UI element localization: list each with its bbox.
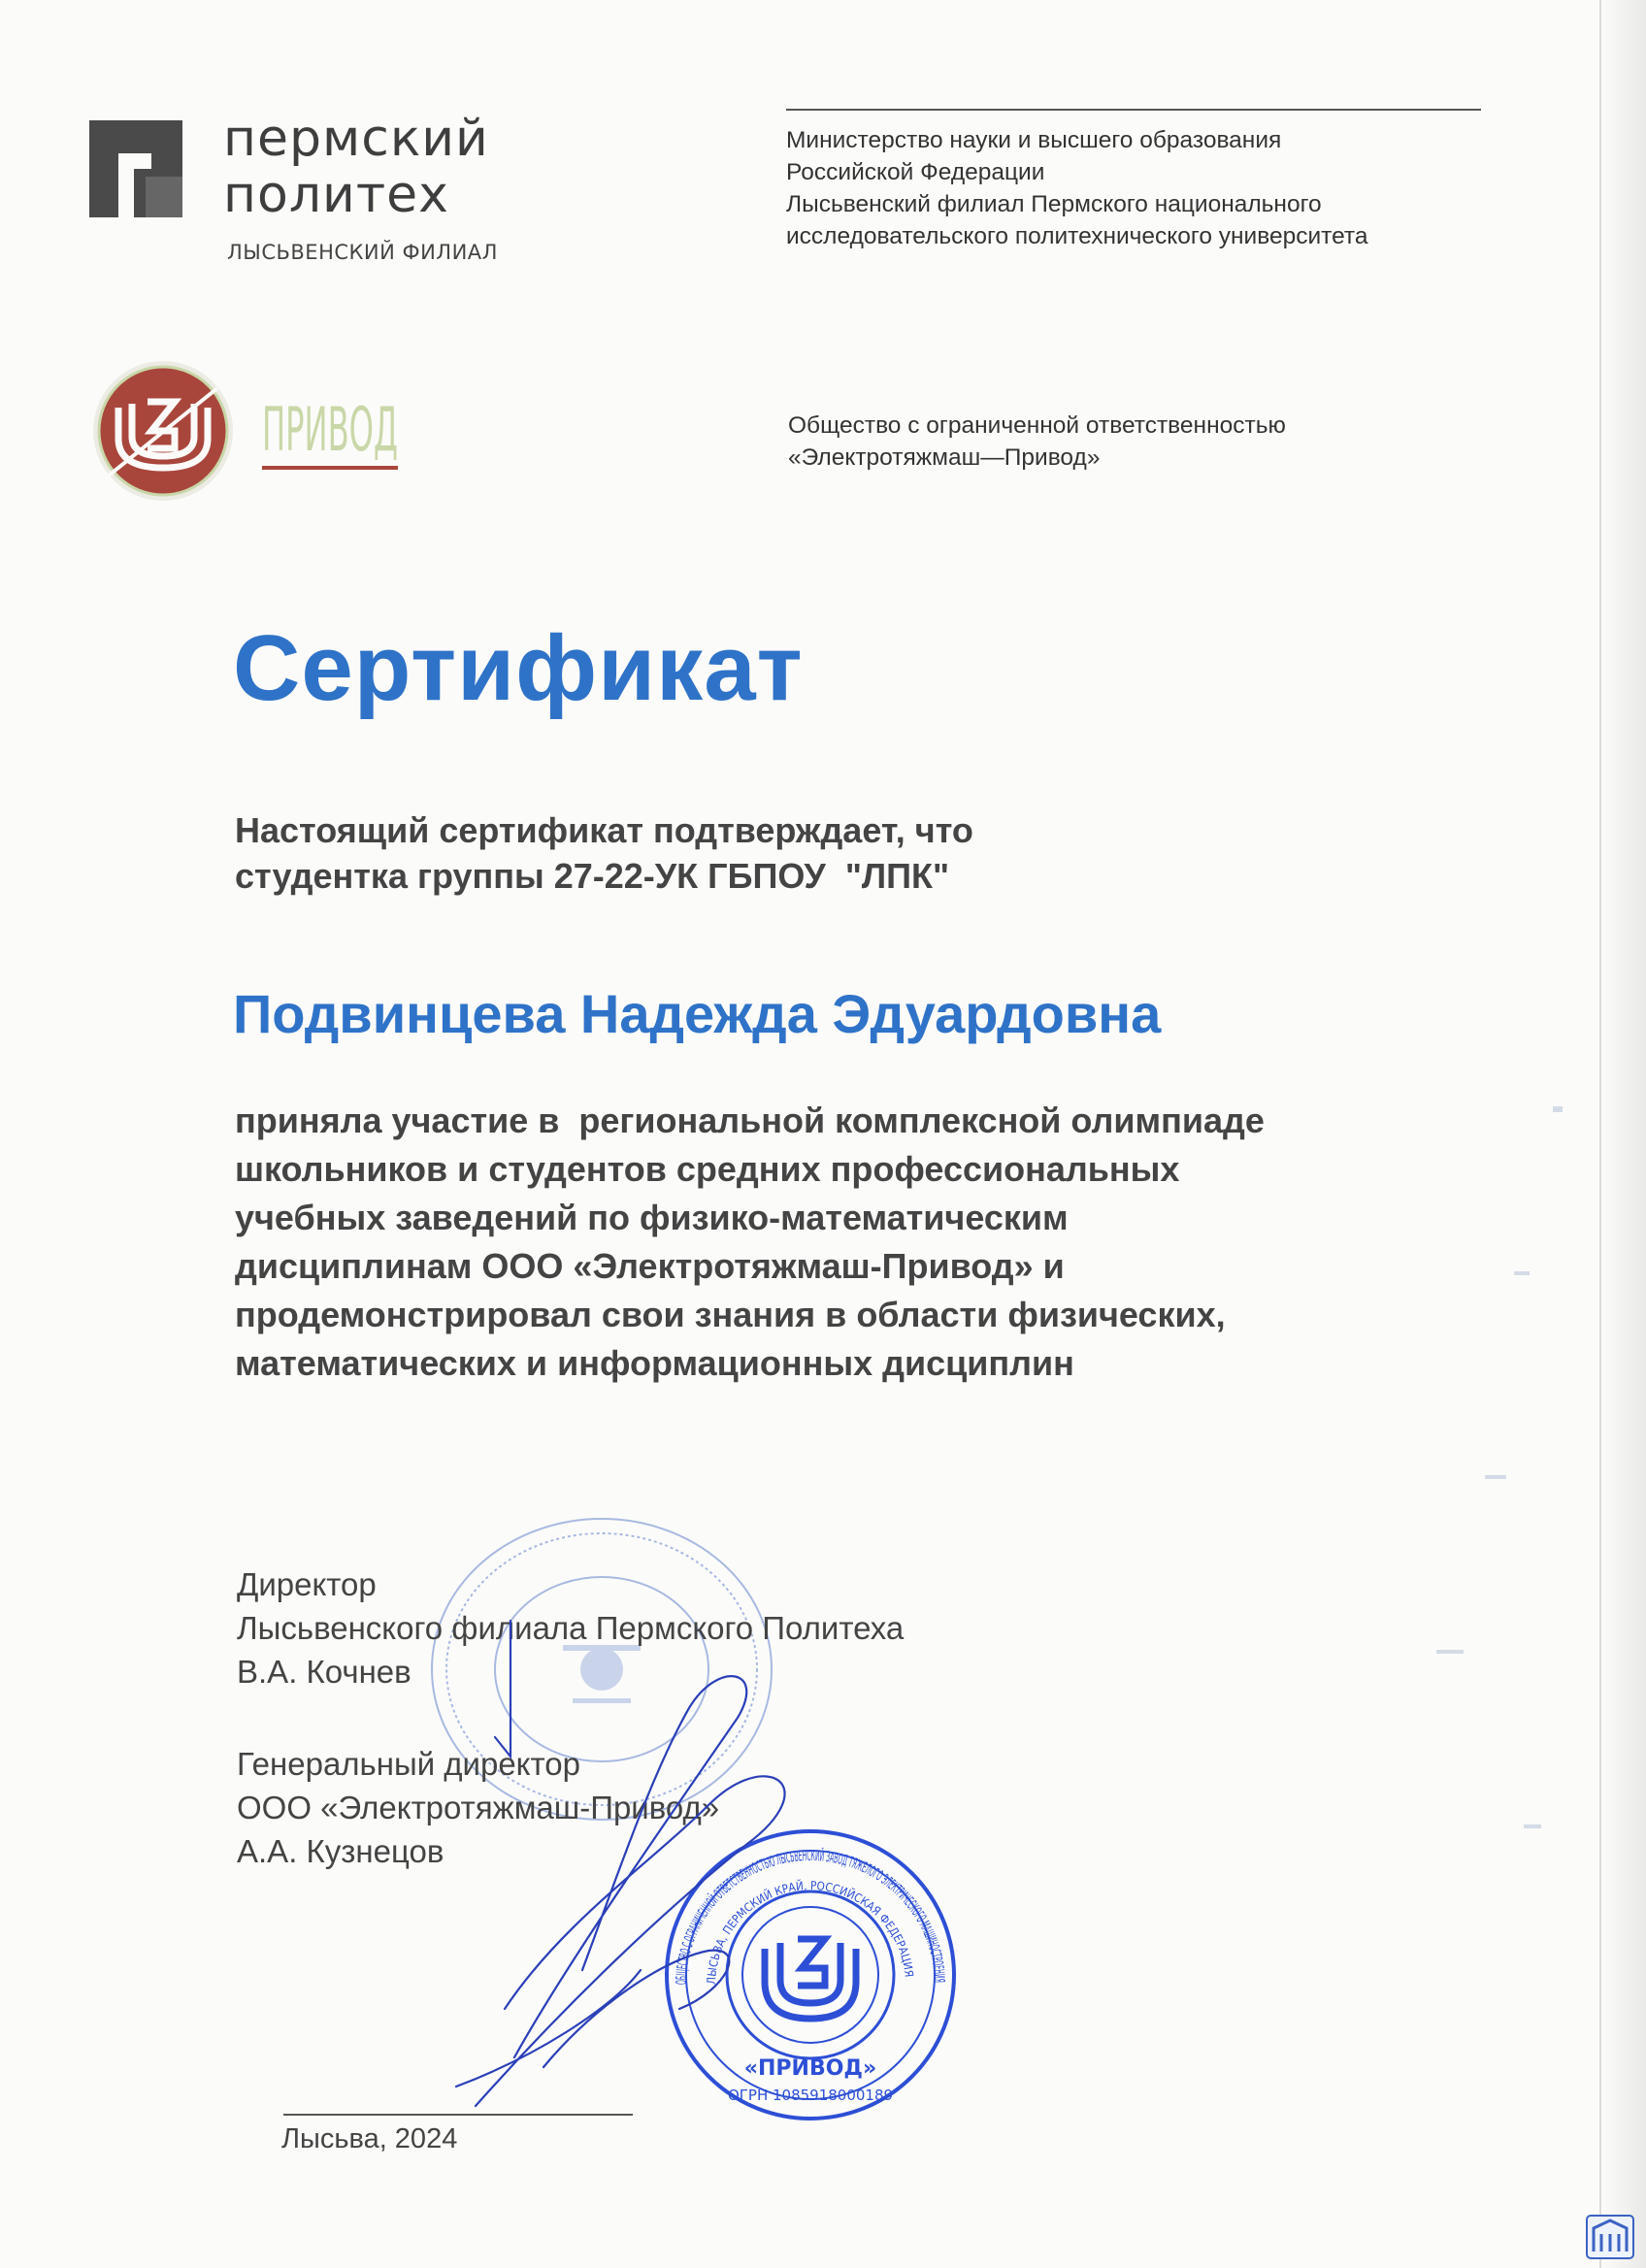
- page-edge-shadow: [1601, 0, 1646, 2268]
- body-line: школьников и студентов средних профессиональных: [235, 1149, 1180, 1189]
- partner-org-line: «Электротяжмаш—Привод»: [788, 444, 1101, 471]
- footer-rule: [283, 2114, 633, 2116]
- ministry-line: Лысьвенский филиал Пермского национального: [786, 191, 1322, 217]
- body-line: продемонстрировал свои знания в области физических,: [235, 1295, 1226, 1334]
- certificate-title: Сертификат: [233, 616, 804, 720]
- stamp-ogrn-text: ОГРН 1085918000189: [727, 2087, 894, 2104]
- page-edge-line: [1599, 0, 1601, 2268]
- university-branch: ЛЫСЬВЕНСКИЙ ФИЛИАЛ: [227, 241, 498, 264]
- scan-speck: [1524, 1824, 1541, 1828]
- university-name-line2: политех: [223, 166, 449, 224]
- body-line: дисциплинам ООО «Электротяжмаш-Привод» и: [235, 1246, 1065, 1286]
- recipient-name: Подвинцева Надежда Эдуардовна: [233, 983, 1162, 1044]
- scan-speck: [1436, 1650, 1464, 1654]
- place-year: Лысьва, 2024: [281, 2123, 458, 2154]
- signer-organization: ООО «Электротяжмаш-Привод»: [237, 1790, 720, 1825]
- confirm-text: [235, 807, 1302, 899]
- university-name: [223, 111, 631, 223]
- signer-position: Директор: [237, 1566, 377, 1602]
- certificate-body: [235, 1097, 1448, 1388]
- scan-speck: [1553, 1106, 1563, 1112]
- handwritten-signature: [417, 1601, 864, 2116]
- scan-speck: [1514, 1271, 1530, 1275]
- header-rule: [786, 109, 1481, 111]
- college-badge-icon: [1586, 2215, 1634, 2259]
- confirm-line: студентка группы 27-22-УК ГБПОУ "ЛПК": [235, 856, 950, 896]
- ministry-line: Министерство науки и высшего образования: [786, 127, 1282, 153]
- body-line: учебных заведений по физико-математическим: [235, 1198, 1069, 1237]
- privod-emblem-icon: [89, 359, 237, 503]
- stamp-name-text: «ПРИВОД»: [743, 2056, 877, 2081]
- politech-logo-icon: [89, 120, 182, 217]
- confirm-line: Настоящий сертификат подтверждает, что: [235, 810, 973, 850]
- signer-name: В.А. Кочнев: [237, 1654, 412, 1690]
- body-line: математических и информационных дисциплин: [235, 1343, 1074, 1383]
- stamp-outer-text: ОБЩЕСТВО С ОГРАНИЧЕННОЙ ОТВЕТСТВЕННОСТЬЮ ЛЫСЬВЕНСКИЙ ЗАВОД ТЯЖЕЛОГО ЭЛЕКТРИЧЕСКОГО МАШИНОСТРОЕНИЯ: [672, 1846, 949, 1989]
- partner-org-line: Общество с ограниченной ответственностью: [788, 412, 1286, 439]
- body-line: приняла участие в региональной комплексной олимпиаде: [235, 1101, 1265, 1140]
- signer-name: А.А. Кузнецов: [237, 1833, 444, 1869]
- partner-org: [788, 410, 1526, 474]
- university-name-line1: пермский: [223, 110, 489, 168]
- signer-position: Генеральный директор: [237, 1746, 580, 1782]
- privod-wordmark: [262, 380, 410, 477]
- ministry-line: Российской Федерации: [786, 159, 1045, 185]
- signer-organization: Лысьвенского филиала Пермского Политеха: [237, 1610, 905, 1646]
- ministry-header: [786, 124, 1524, 252]
- scan-speck: [1485, 1475, 1506, 1479]
- ministry-line: исследовательского политехнического университета: [786, 223, 1368, 249]
- privod-word-text: ПРИВОД: [262, 394, 398, 465]
- stamp-inner-text: ЛЫСЬВА, ПЕРМСКИЙ КРАЙ, РОССИЙСКАЯ ФЕДЕРАЦИЯ: [704, 1878, 916, 1986]
